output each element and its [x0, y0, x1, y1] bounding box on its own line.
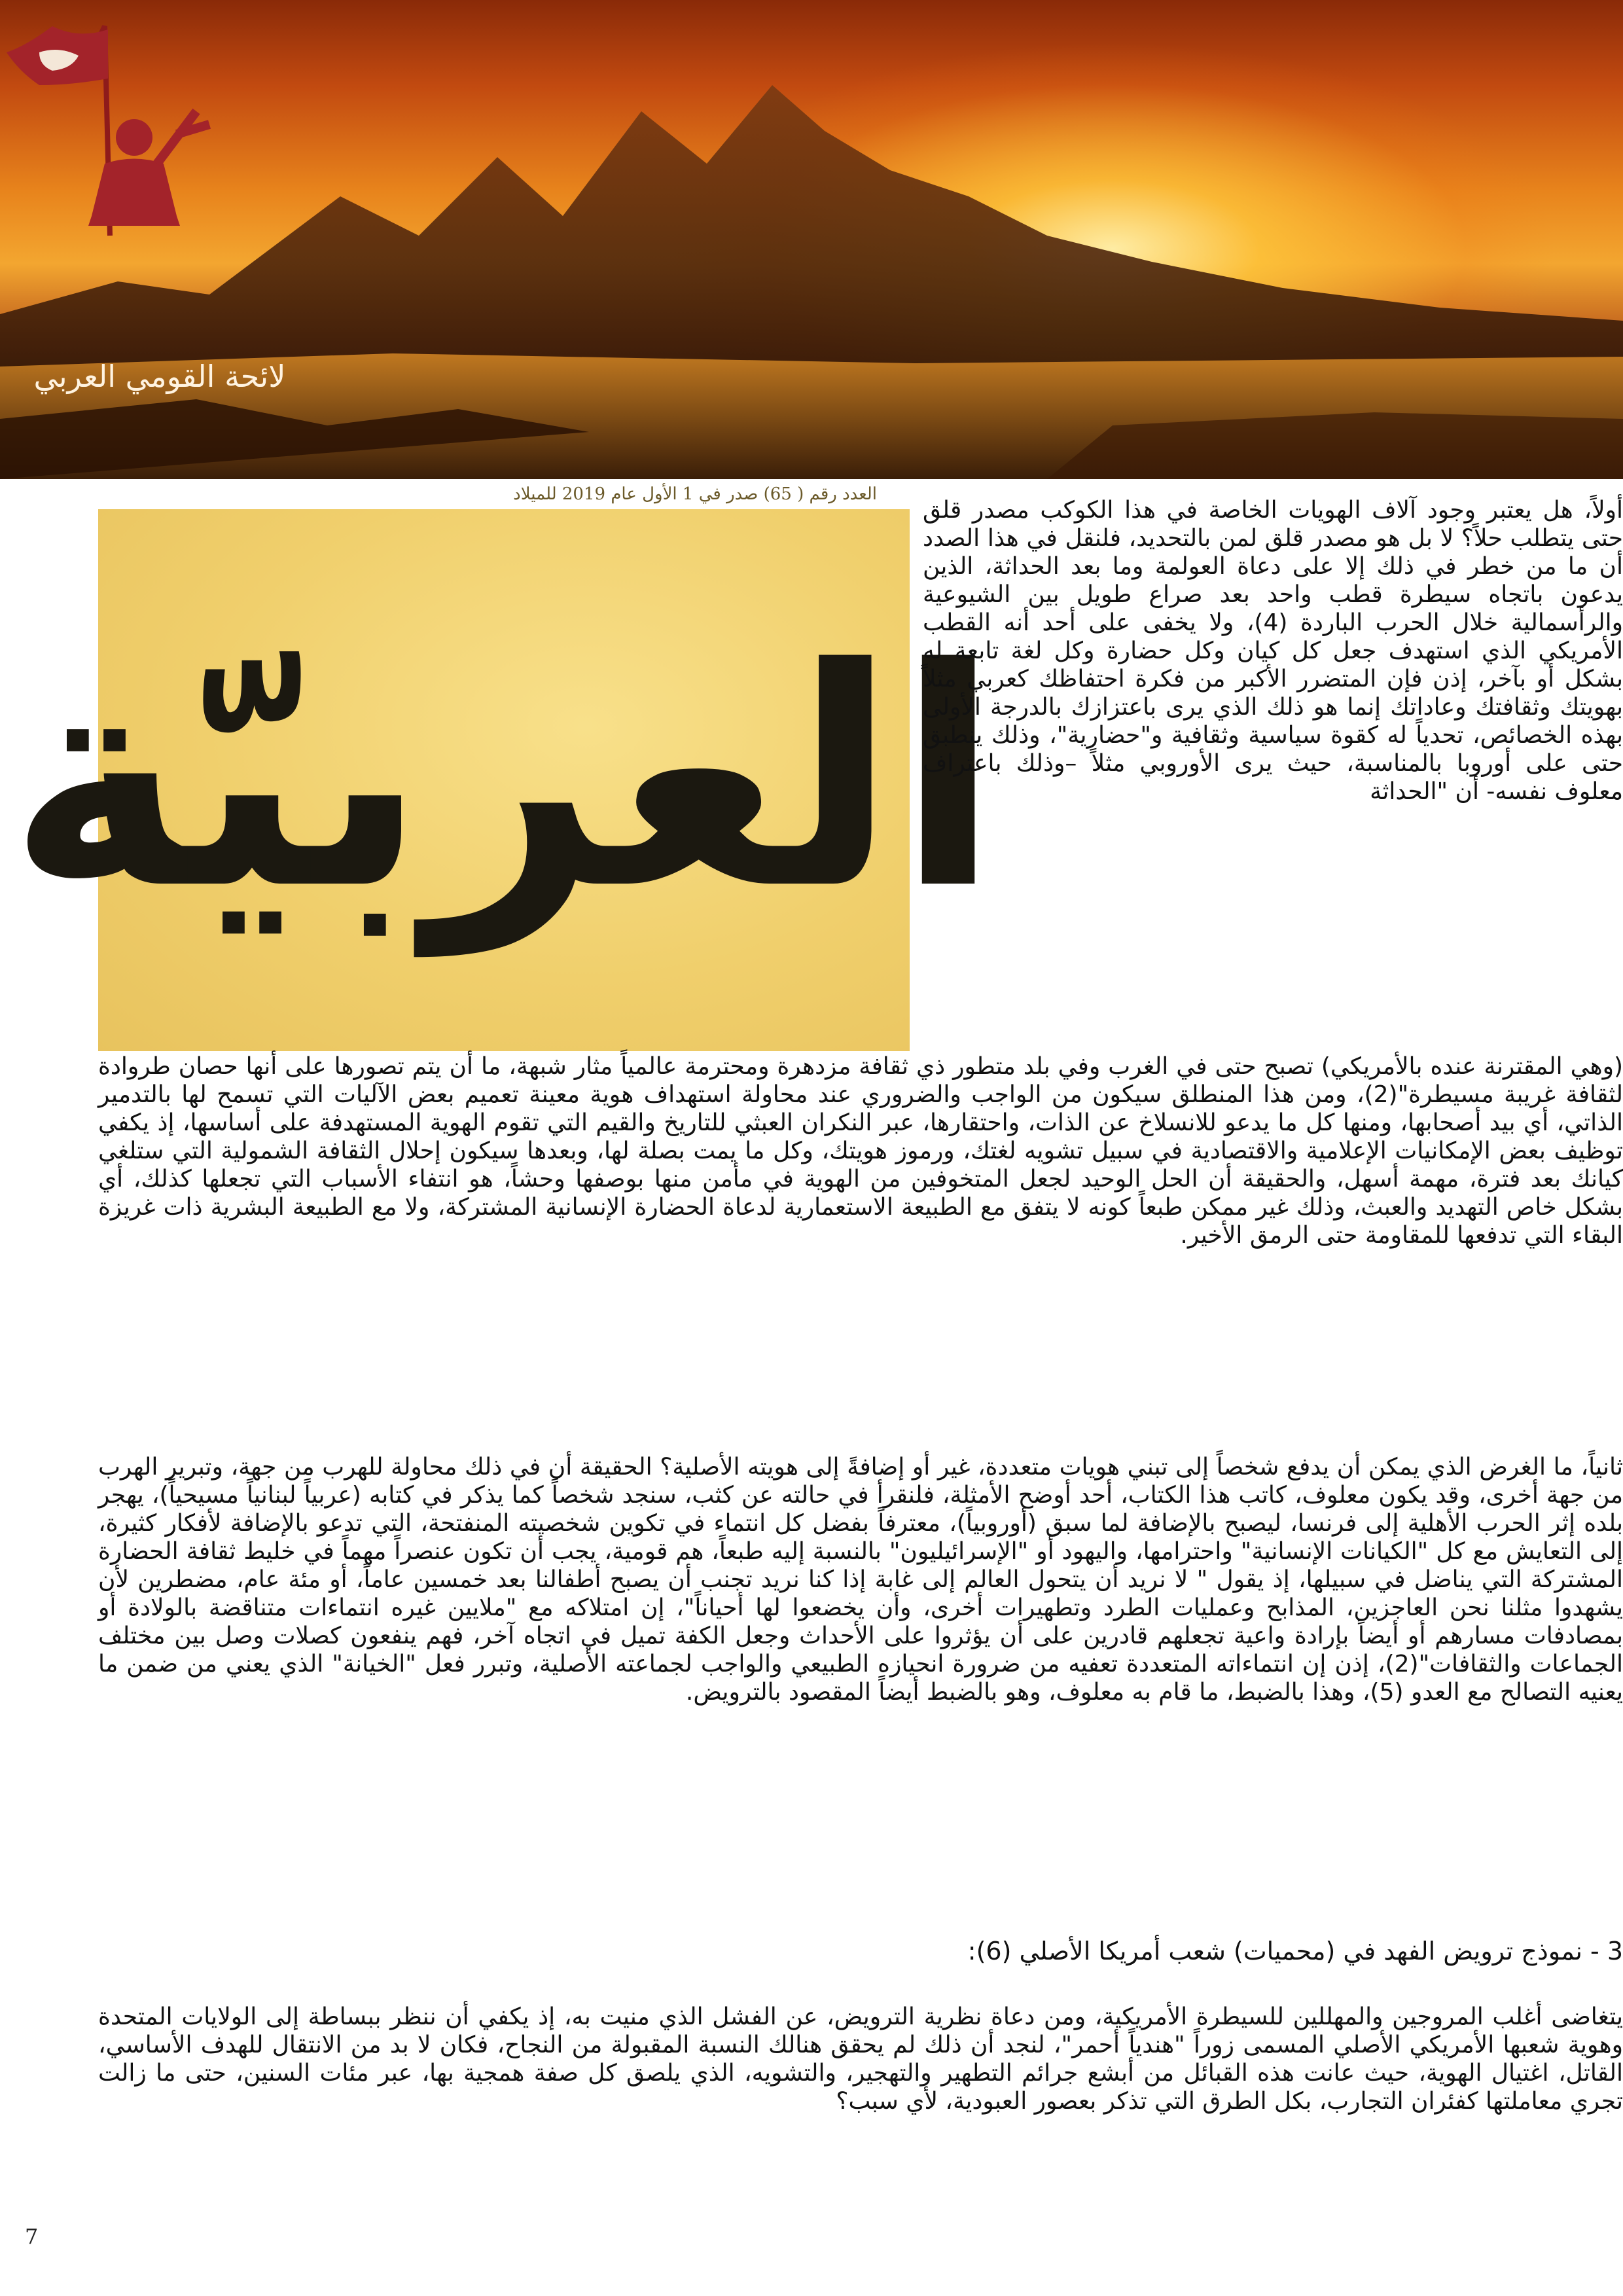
paragraph-2: ثانياً، ما الغرض الذي يمكن أن يدفع شخصاً إلى تبني هويات متعددة، غير أو إضافةً إلى هويته الأصلية؟ الحقيقة أن في ذلك محاولة للهرب من جهة، وتبرير الهرب من جهة أخرى، وقد يكون معلوف، كاتب هذا الكتاب، أحد أوضح الأمثلة، فلنقرأ في حالته عن كثب، سنجد شخصاً كما يذكر في كتابه (عربياً لبنانياً مسيحياً)، يهجر بلده إثر الحرب الأهلية إلى فرنسا، ليصبح بالإضافة لما سبق (أوروبياً)، معترفاً بفضل كل انتماء في تكوين شخصيته المنفتحة، التي تدعو بالإضافة لأفكار كثيرة، إلى التعايش مع كل "الكيانات الإنسانية" واحترامها، واليهود أو "الإسرائيليون" بالنسبة إليه طبعاً، هم قومية، يجب أن تكون عنصراً مهماً في خليط ثقافة الحضارة المشتركة التي يناضل في سبيلها، إذ يقول " لا نريد أن يتحول العالم إلى غابة إذا كنا نريد تجنب أن يصبح أطفالنا بعد خمسين عاماً، أو مئة عام، مضطرين لأن يشهدوا مثلنا نحن العاجزين، المذابح وعمليات الطرد وتطهيرات أخرى، وأن يخضعوا لها أحياناً"، إن امتلاكه مع "ملايين غيره انتماءات متناقضة بالولادة أو بمصادفات مسارهم أو أيضاً بإرادة واعية تجعلهم قادرين على أن يؤثروا على الأحداث وجعل الكفة تميل في اتجاه آخر، فهم ينفعون كصلات وصل بين مختلف الجماعات والثقافات"(2)، إذن إن انتماءاته المتعددة تعفيه من ضرورة انحيازه الطبيعي والواجب لجماعته الأصلية، وتبرر فعل "الخيانة" الذي يعني من ضمن ما يعنيه التصالح مع العدو (5)، وهذا بالضبط، ما قام به معلوف، وهو بالضبط أيضاً المقصود بالترويض.	[98, 1454, 1623, 1706]
brand-text: لائحة القومي العربي	[33, 359, 286, 394]
section-heading-3: 3 - نموذج ترويض الفهد في (محميات) شعب أمريكا الأصلي (6):	[967, 1937, 1623, 1965]
paragraph-1-continued: (وهي المقترنة عنده بالأمريكي) تصبح حتى في الغرب وفي بلد متطور ذي ثقافة مزدهرة ومحترمة عالمياً مثار شبهة، ما أن يتم تصورها على أنها حصان طروادة لثقافة غريبة مسيطرة"(2)، ومن هذا المنطلق سيكون من الواجب والضروري عند محاولة استهداف هوية معينة تعميم بعض الآليات التي تسمح لها بالتدمير الذاتي، أي بيد أصحابها، ومنها كل ما يدعو للانسلاخ عن الذات، واحتقارها، عبر النكران العبثي للتاريخ والقيم التي تقوم الهوية المستهدفة على أساسها، إذ يكفي توظيف بعض الإمكانيات الإعلامية والاقتصادية في سبيل تشويه لغتك، ورموز هويتك، وكل ما يمت بصلة لها، وبعدها سيكون إحلال الثقافة الشمولية التي ستلغي كيانك بعد فترة، مهمة أسهل، والحقيقة أن الحل الوحيد لجعل المتخوفين من الهوية في مأمن منها بوصفها وحشاً، هو انتفاء الأسباب التي تجعلها كذلك، أي بشكل خاص التهديد والعبث، وذلك غير ممكن طبعاً كونه لا يتفق مع الطبيعة الاستعمارية لدعاة الحضارة الإنسانية المشتركة، ولا مع الطبيعة البشرية ذات غريزة البقاء التي تدفعها للمقاومة حتى الرمق الأخير.	[98, 1053, 1623, 1249]
paragraph-1-column: أولاً، هل يعتبر وجود آلاف الهويات الخاصة في هذا الكوكب مصدر قلق حتى يتطلب حلاً؟ لا بل هو مصدر قلق لمن بالتحديد، فلنقل في هذا الصدد أن ما من خطر في ذلك إلا على دعاة العولمة وما بعد الحداثة، الذين يدعون باتجاه سيطرة قطب واحد بعد صراع طويل بين الشيوعية والرأسمالية خلال الحرب الباردة (4)، ولا يخفى على أحد أنه القطب الأمريكي الذي استهدف جعل كل كيان وكل حضارة وكل لغة تابعة له بشكل أو بآخر، إذن فإن المتضرر الأكبر من فكرة احتفاظك كعربي مثلاً بهويتك وثقافتك وعاداتك إنما هو ذلك الذي يرى باعتزازك بالدرجة الأولى بهذه الخصائص، تحدياً له كقوة سياسية وثقافية و"حضارية"، وذلك ينطبق حتى على أوروبا بالمناسبة، حيث يرى الأوروبي مثلاً –وذلك باعتراف معلوف نفسه- أن "الحداثة	[923, 497, 1623, 805]
header-banner	[0, 0, 1623, 479]
page-number: 7	[25, 2224, 39, 2249]
logo-emblem-icon	[0, 0, 288, 275]
calligraphy-word: العربيّة	[8, 605, 1000, 955]
issue-line: العدد رقم ( 65) صدر في 1 الأول عام 2019 للميلاد	[513, 484, 877, 504]
calligraphy-image	[8, 509, 1000, 1051]
paragraph-3: يتغاضى أغلب المروجين والمهللين للسيطرة الأمريكية، ومن دعاة نظرية الترويض، عن الفشل الذي منيت به، إذ يكفي أن ننظر ببساطة إلى الولايات المتحدة وهوية شعبها الأمريكي الأصلي المسمى زوراً "هندياً أحمر"، لنجد أن ذلك لم يحقق هنالك النسبة المقبولة من النجاح، فكان لا بد من الانتقال للهدف الأساسي، القاتل، اغتيال الهوية، حيث عانت هذه القبائل من أبشع جرائم التطهير والتهجير، والتشويه، الذي يلصق كل صفة همجية بها، عبر مئات السنين، حتى ما زالت تجري معاملتها كفئران التجارب، بكل الطرق التي تذكر بعصور العبودية، لأي سبب؟	[98, 2003, 1623, 2115]
